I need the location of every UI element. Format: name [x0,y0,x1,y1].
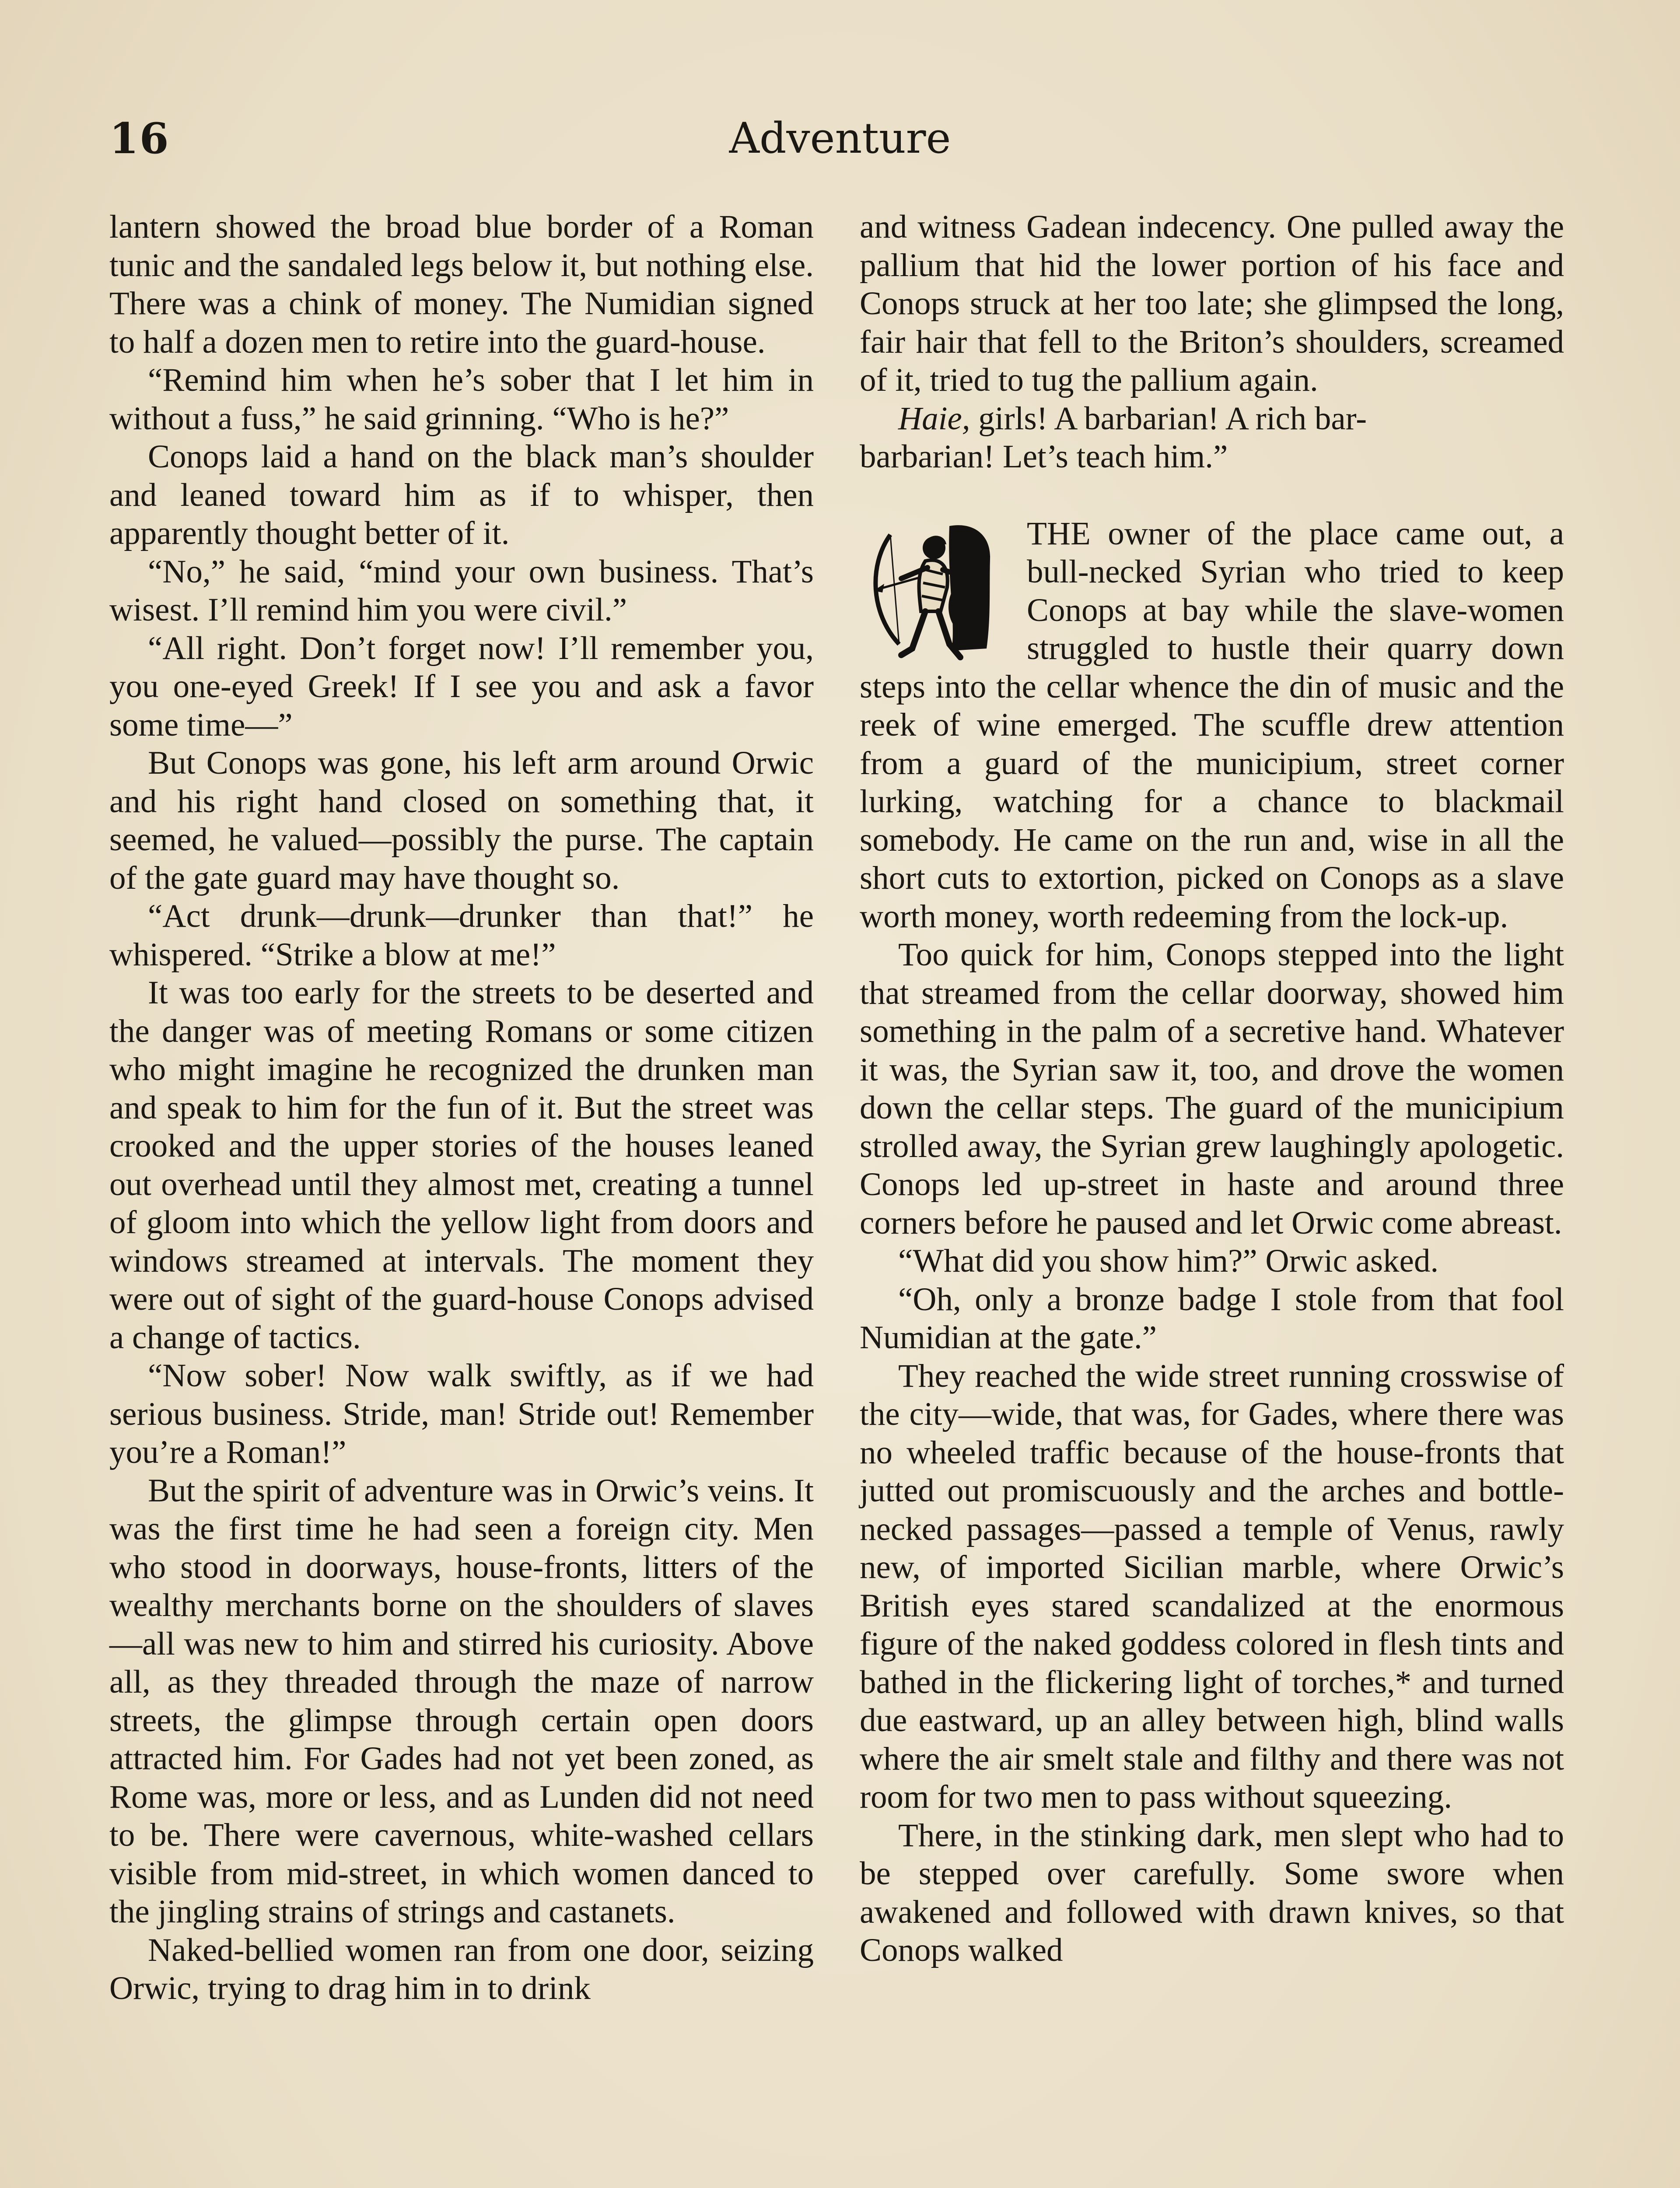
paragraph: Too quick for him, Conops stepped into the light that streamed from the cellar doorway, showed him something in the palm of a secretive hand. Whatever it was, the Syrian saw it, too, and drove the women down the cellar steps. The guard of the municipium strolled away, the Syrian grew laughingly apologetic. Conops led up-street in haste and around three corners before he paused and let Orwic come abreast. [860,936,1564,1241]
archer-vignette-icon [860,517,1017,666]
paragraph: “Remind him when he’s sober that I let him in without a fuss,” he said grinning. “Who is he?” [109,362,814,437]
paragraph: It was too early for the streets to be deserted and the danger was of meeting Romans or some citizen who might imagine he recognized the drunken man and speak to him for the fun of it. But the street was crooked and the upper stories of the houses leaned out overhead until they almost met, creating a tunnel of gloom into which the yellow light from doors and windows streamed at intervals. The moment they were out of sight of the guard-house Conops advised a change of tactics. [109,975,814,1356]
paragraph: “No,” he said, “mind your own business. That’s wisest. I’ll remind him you were civil.” [109,553,814,628]
paragraph: “Now sober! Now walk swiftly, as if we had serious business. Stride, man! Stride out! Remember you’re a Roman!” [109,1357,814,1470]
haie-italic: Haie, [898,400,970,437]
paragraph: Conops laid a hand on the black man’s shoulder and leaned toward him as if to whisper, then apparently thought better of it. [109,438,814,551]
paragraph: barbarian! Let’s teach him.” [860,438,1228,475]
paragraph: But Conops was gone, his left arm around Orwic and his right hand closed on something that, it seemed, he valued—possibly the purse. The captain of the gate guard may have thought so. [109,745,814,896]
left-column [109,208,814,2188]
page-number: 16 [109,114,170,163]
page-header [109,105,1571,166]
paragraph: “All right. Don’t forget now! I’ll remember you, you one-eyed Greek! If I see you and ask a favor some time—” [109,630,814,743]
section-break [860,476,1564,515]
paragraph: There, in the stinking dark, men slept who had to be stepped over carefully. Some swore when awakened and followed with drawn knives, so that Conops walked [860,1817,1564,1968]
haie-rest: girls! A barbarian! A rich bar- [970,400,1367,437]
paragraph: They reached the wide street running crosswise of the city—wide, that was, for Gades, where there was no wheeled traffic because of the house-fronts that jutted out promiscuously and the arches and bottle-necked passages—passed a temple of Venus, rawly new, of imported Sicilian marble, where Orwic’s British eyes stared scandalized at the enormous figure of the naked goddess colored in flesh tints and bathed in the flickering light of torches,* and turned due eastward, up an alley between high, blind walls where the air smelt stale and filthy and there was not room for two men to pass without squeezing. [860,1357,1564,1815]
right-column [860,208,1564,2188]
paragraph: and witness Gadean indecency. One pulled away the pallium that hid the lower portion of his face and Conops struck at her too late; she glimpsed the long, fair hair that fell to the Briton’s shoulders, screamed of it, tried to tug the pallium again. [860,209,1564,398]
running-title: Adventure [729,114,951,163]
paragraph: “Act drunk—drunk—drunker than that!” he whispered. “Strike a blow at me!” [109,898,814,973]
paragraph: Naked-bellied women ran from one door, seizing Orwic, trying to drag him in to drink [109,1932,814,2006]
paragraph-haie [860,400,1564,438]
paragraph: lantern showed the broad blue border of a Roman tunic and the sandaled legs below it, but nothing else. There was a chink of money. The Numidian signed to half a dozen men to retire into the guard-house. [109,209,814,360]
section-opening-paragraph: THE owner of the place came out, a bull-necked Syrian who tried to keep Conops at bay while the slave-women struggled to hustle their quarry down steps into the cellar whence the din of music and the reek of wine emerged. The scuffle drew attention from a guard of the municipium, street corner lurking, watching for a chance to blackmail somebody. He came on the run and, wise in all the short cuts to extortion, picked on Conops as a slave worth money, worth redeeming from the lock-up. [860,515,1564,935]
paragraph: “What did you show him?” Orwic asked. [898,1243,1439,1279]
paragraph: “Oh, only a bronze badge I stole from that fool Numidian at the gate.” [860,1281,1564,1356]
paragraph: But the spirit of adventure was in Orwic’s veins. It was the first time he had seen a foreign city. Men who stood in doorways, house-fronts, litters of the wealthy merchants borne on the shoulders of slaves—all was new to him and stirred his curiosity. Above all, as they threaded through the maze of narrow streets, the glimpse through certain open doors attracted him. For Gades had not yet been zoned, as Rome was, more or less, and as Lunden did not need to be. There were cavernous, white-washed cellars visible from mid-street, in which women danced to the jingling strains of strings and castanets. [109,1472,814,1930]
